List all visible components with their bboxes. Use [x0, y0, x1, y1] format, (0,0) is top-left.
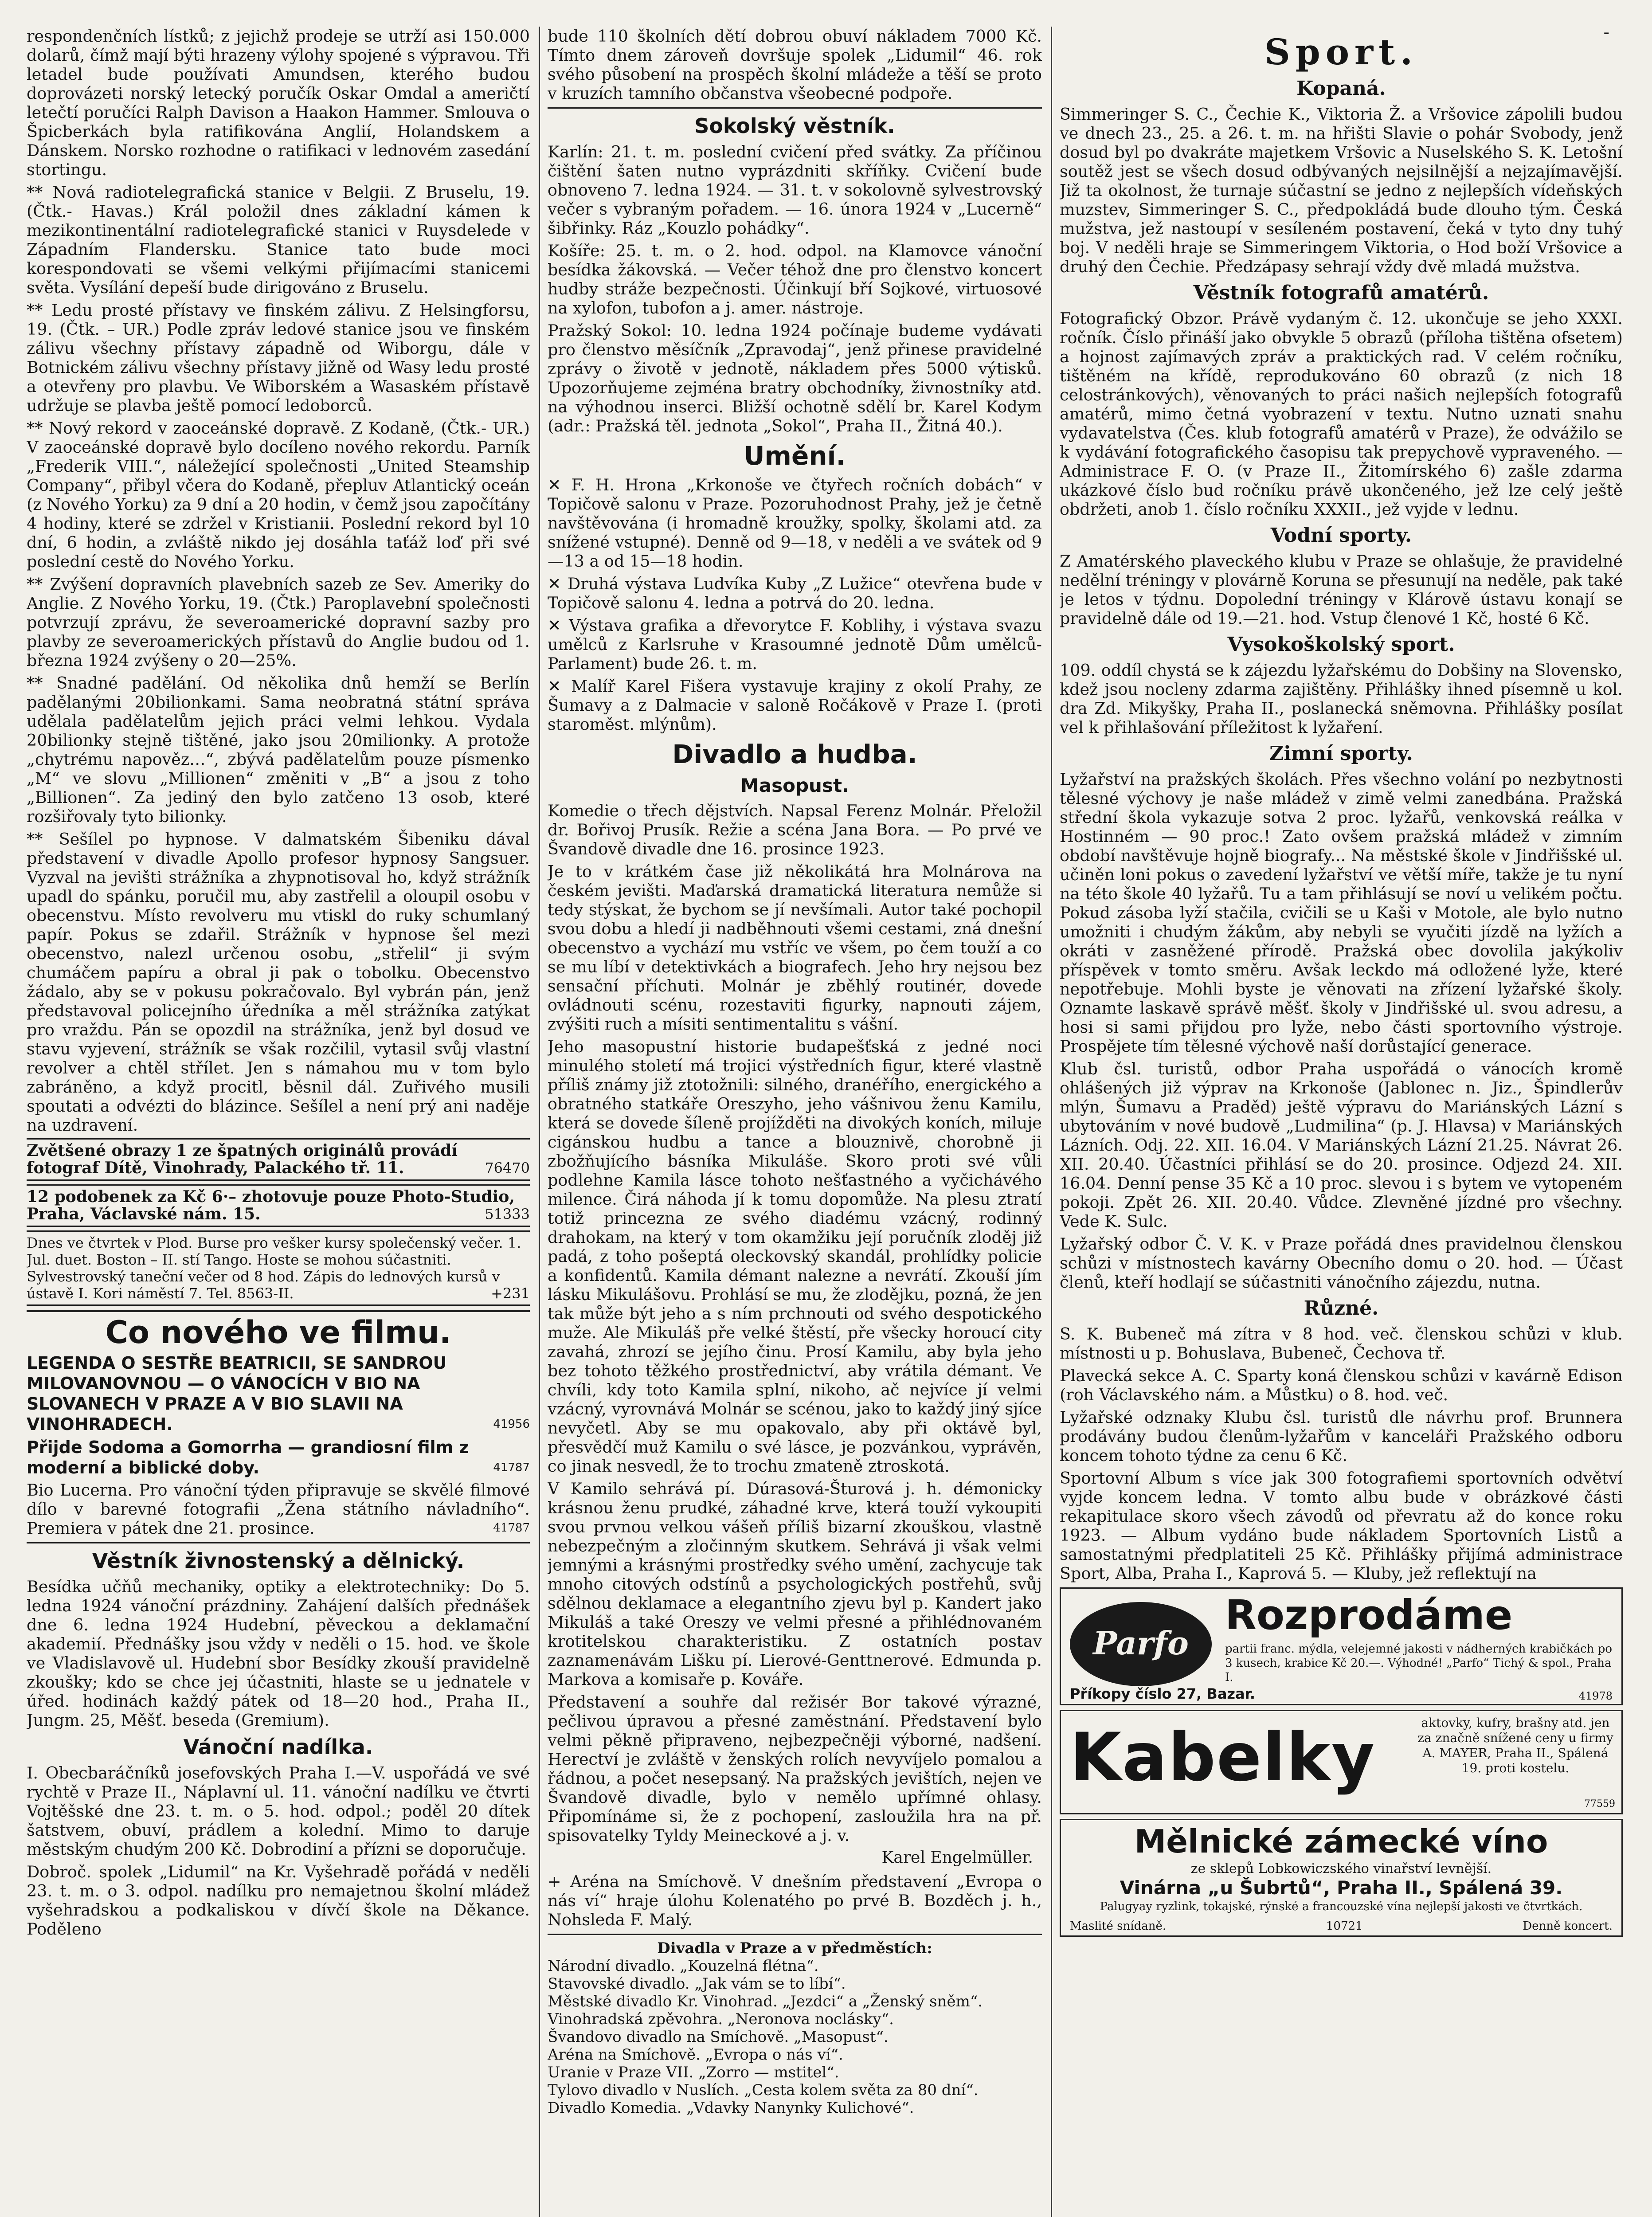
news-paragraph: ✕ Výstava grafika a dřevorytce F. Koblihy, i výstava svazu umělců z Karlsruhe v Krasoumné jednotě Dům umělců-Parlament) bude 26. t. m. [548, 616, 1042, 673]
news-paragraph: ✕ Malíř Karel Fišera vystavuje krajiny z okolí Prahy, ze Šumavy a z Dalmacie v saloně Ročákově v Praze I. (proti staroměst. mlýnům). [548, 677, 1042, 734]
film-notice-text: Bio Lucerna. Pro vánoční týden připravuje se skvělé filmové dílo v barevné fotografii „Žena státního návladního“. Premiera v pátek dne 21. prosince. [27, 1481, 530, 1538]
news-paragraph: Pražský Sokol: 10. ledna 1924 počínaje budeme vydávati pro členstvo měsíčník „Zpravodaj“, jenž přinese pravidelné zprávy o životě v jednotě, nákladem přes 5000 výtisků. Upozorňujeme zejména bratry obchodníky, živnostníky atd. na výhodnou inserci. Bližší ochotně sdělí br. Karel Kodym (adr.: Pražská těl. jednota „Sokol“, Praha II., Žitná 40.). [548, 321, 1042, 435]
column-left [27, 27, 530, 2217]
program-item: Tylovo divadlo v Nuslích. „Cesta kolem světa za 80 dní“. [548, 2081, 979, 2099]
column-rule [1051, 27, 1052, 2217]
section-subheading: Věstník fotografů amatérů. [1193, 282, 1489, 304]
section-subheading: Různé. [1304, 1297, 1379, 1320]
program-title [548, 1939, 1042, 1957]
news-paragraph: Komedie o třech dějstvích. Napsal Ferenz Molnár. Přeložil dr. Bořivoj Prusík. Režie a scéna Jana Bora. — Po prvé ve Švandově divadle dne 16. prosince 1923. [548, 801, 1042, 858]
ad-text: aktovky, kufry, brašny atd. jen za značně snížené ceny u firmy A. MAYER, Praha II., Spálená 19. proti kostelu. [1417, 1716, 1613, 1775]
ad-code: 77559 [1584, 1798, 1615, 1810]
section-heading: Vánoční nadílka. [183, 1735, 373, 1759]
news-paragraph: V Kamilo sehrává pí. Dúrasová-Šturová j. h. démonicky krásnou ženu prudké, záhadné krve, která touží vykoupiti svou prvnou velkou vášeň příliš bizarní zkouškou, vlastně nebezpečným a zločinným skutkem. Sehrává ji však velmi jemnými a krásnými prostředky svého umění, zachycuje tak mnoho citových odstínů a psychologických postřehů, svůj sdělnou deklamace a elegantního zjevu byl p. Kandert jako Mikuláš a také Oreszy ve velmi přesné a přihlédnovaném krotitelskou charakteristiku. Z ostatních postav zaznamenávám Lišku pí. Lierové-Genttnerové. Edmunda p. Markova a komisaře p. Kováře. [548, 1479, 1042, 1689]
ad-headline: Rozprodáme [1225, 1591, 1513, 1639]
ad-text: Zvětšené obrazy 1 ze špatných originálů provádí fotograf Dítě, Vinohrady, Palackého tř. 11. [27, 1141, 458, 1177]
news-paragraph: ** Nový rekord v zaoceánské dopravě. Z Kodaně, (Čtk.- UR.) V zaoceánské dopravě bylo docíleno nového rekordu. Parník „Frederik VIII.“, náležející společnosti „United Steamship Company“, přibyl včera do Kodaně, přepluv Atlantický oceán (z Nového Yorku) za 9 dní a 20 hodin, v čemž jsou započítány 4 hodiny, které se zdržel v Kristianii. Poslední rekord byl 10 dní, 6 hodin, a zvláště nikdo jej dosáhla taťáž loď při své poslední cestě do Nového Yorku. [27, 419, 530, 571]
section-subheading: Kopaná. [1296, 77, 1386, 100]
ad-code: 76470 [485, 1159, 530, 1176]
news-paragraph: respondenčních lístků; z jejichž prodeje se utrží asi 150.000 dolarů, čímž mají býti hrazeny výlohy spojené s výpravou. Tři letadel bude používati Amundsen, kterého budou doprovázeti norský letecký poručík Oskar Omdal a američtí letečtí poručíci Ralph Davison a Haakon Hammer. Smlouva o Špicberkách byla ratifikována Anglií, Holandskem a Dánskem. Norsko rozhodne o ratifikaci v lednovém zasedání stortingu. [27, 27, 530, 179]
ad-subline: ze sklepů Lobkowiczského vinařství levnější. [1190, 1861, 1492, 1876]
newspaper-page [27, 18, 1623, 2217]
news-paragraph: Sportovní Album s více jak 300 fotografiemi sportovních odvětví vyjde koncem ledna. V tomto albu bude v obrázkové části rekapitulace skoro všech závodů od převratu až do konce roku 1923. — Album vydáno bude nákladem Sportovních Listů a samostatnými předplatiteli 25 Kč. Přihlášky přijímá administrace Sport, Alba, Praha I., Kaprová 5. — Kluby, jež reflektují na [1060, 1469, 1623, 1583]
section-heading: Sokolský věstník. [694, 114, 895, 138]
film-notice-text: Přijde Sodoma a Gomorrha — grandiosní film z moderní a biblické doby. [27, 1438, 469, 1477]
film-notice [27, 1437, 530, 1478]
parfo-logo-text: Parfo [1093, 1624, 1189, 1662]
news-paragraph: Dobroč. spolek „Lidumil“ na Kr. Vyšehradě pořádá v neděli 23. t. m. o 3. odpol. nadílku pro nemajetnou školní mládež vyšehradskou a podkaliskou v dívčí škole na Děkance. Poděleno [27, 1862, 530, 1939]
news-paragraph: ** Ledu prosté přístavy ve finském zálivu. Z Helsingforsu, 19. (Čtk. – UR.) Podle zpráv ledové stanice jsou ve finském zálivu všechny přístavy západně od Wiborgu, dále v Botnickém zálivu všechny přístavy jižně od Wasy ledu prosté a otevřeny pro plavbu. Ve Wiborském a Wasaském přístavě udržuje se plavba ještě pomocí ledoborců. [27, 301, 530, 415]
section-heading: Umění. [744, 441, 846, 471]
column-right [1060, 27, 1623, 2217]
program-item: Aréna na Smíchově. „Evropa o nás ví“. [548, 2046, 843, 2064]
author-signature: Karel Engelmüller. [881, 1849, 1033, 1867]
film-notice [27, 1481, 530, 1538]
parfo-logo [1070, 1602, 1212, 1686]
news-paragraph: Simmeringer S. C., Čechie K., Viktoria Ž. a Vršovice zápolili budou ve dnech 23., 25. a 26. t. m. na hřišti Slavie o pohár Svobody, jenž dosud byl po dvakráte majetkem Vršovic a Nuselského S. K. Letošní soutěž jest se všech dosud odbývaných nejsilnější a nejzajímavější. Již ta okolnost, že turnaje súčastní se jedno z nejlepších vídeňských muzstev, Simmeringer S. C., předpokládá bude dlouho tým. Česká mužstva, jež nastoupí v sesíleném postavení, čeká v tyto dny tuhý boj. V neděli hraje se Simmeringem Viktoria, o Hod boží Vršovice a druhý den Čechie. Předzápasy sehrají vždy dvě mladá mužstva. [1060, 105, 1623, 276]
ad-code: 41787 [493, 1461, 530, 1474]
program-item: Švandovo divadlo na Smíchově. „Masopust“. [548, 2028, 889, 2046]
news-paragraph: ✕ Druhá výstava Ludvíka Kuby „Z Lužice“ otevřena bude v Topičově salonu 4. ledna a potrvá do 20. ledna. [548, 574, 1042, 612]
news-paragraph: bude 110 školních dětí dobrou obuví nákladem 7000 Kč. Tímto dnem zároveň dovršuje spolek „Lidumil“ 46. rok svého působení na prospěch školní mládeže a těší se proto v kruzích tamního občanstva všeobecné podpoře. [548, 27, 1042, 103]
news-paragraph: Košíře: 25. t. m. o 2. hod. odpol. na Klamovce vánoční besídka žákovská. — Večer téhož dne pro členstvo koncert hudby stráže bezpečnosti. Účinkují bří Sojkové, virtuosové na xylofon, tubofon a j. amer. nástroje. [548, 241, 1042, 317]
news-paragraph: S. K. Bubeneč má zítra v 8 hod. več. členskou schůzi v klub. místnosti u p. Bohuslava, Bubeneč, Čechova tř. [1060, 1324, 1623, 1363]
ad-code: +231 [491, 1285, 530, 1302]
program-item: Vinohradská zpěvohra. „Neronova noclásky“. [548, 2010, 894, 2028]
section-heading-film: Co nového ve filmu. [27, 1310, 530, 1350]
news-paragraph: Plavecká sekce A. C. Sparty koná členskou schůzi v kavárně Edison (roh Václavského nám. a Můstku) o 8. hod. več. [1060, 1366, 1623, 1404]
section-subheading: Vysokoškolský sport. [1227, 633, 1455, 656]
ad-footer-left: Maslité snídaně. [1070, 1919, 1167, 1933]
news-paragraph: 109. oddíl chystá se k zájezdu lyžařskému do Dobšiny na Slovensko, kdež jsou nocleny zdarma zajištěny. Přihlášky ihned písemně u kol. dra Zd. Mikyšky, Praha II., poslanecká sněmovna. Přihlášky posílat vel k přihlašování příležitost k lyžaření. [1060, 661, 1623, 737]
ad-code: 10721 [1326, 1919, 1363, 1933]
ad-code: 41978 [1578, 1690, 1613, 1702]
page-mark: - [1603, 22, 1609, 43]
ad-text: Palugyay ryzlink, tokajské, rýnské a francouzské vína nejlepší jakosti ve čtvrtkách. [1100, 1900, 1583, 1913]
news-paragraph: Lyžařské odznaky Klubu čsl. turistů dle návrhu prof. Brunnera prodávány budou členům-lyžařům v kanceláři Pražského odboru koncem tohoto týdne za cenu 6 Kč. [1060, 1408, 1623, 1465]
ad-headline: Mělnické zámecké víno [1134, 1823, 1548, 1860]
news-paragraph: ** Zvýšení dopravních plavebních sazeb ze Sev. Ameriky do Anglie. Z Nového Yorku, 19. (Čtk.) Paroplavební společnosti potvrzují zprávu, že severoamerické dopravní sazby pro plavby ze severoamerických přístavů do Anglie budou od 1. března 1924 zvýšeny o 20—25%. [27, 575, 530, 670]
ad-headline: Kabelky [1070, 1719, 1376, 1796]
news-paragraph: + Aréna na Smíchově. V dnešním představení „Evropa o nás ví“ hraje úlohu Kolenatého po prvé B. Bozděch j. h., Nohsleda F. Malý. [548, 1872, 1042, 1929]
news-paragraph: ** Nová radiotelegrafická stanice v Belgii. Z Bruselu, 19. (Čtk.- Havas.) Král položil dnes základní kámen k mezikontinentální radiotelegrafické stanici v Ruysdelede v Západním Flandersku. Stanice tato bude moci korespondovati se všemi velkými přijímacími stanicemi světa. Vysílání depeší bude dirigováno z Bruselu. [27, 183, 530, 297]
news-paragraph: Besídka učňů mechaniky, optiky a elektrotechniky: Do 5. ledna 1924 vánoční prázdniny. Zahájení dalších přednášek dne 6. ledna 1924 Hudební, pěveckou a deklamační akademií. Přednášky jsou vždy v neděli o 15. hod. ve škole ve Vladislavově ul. Hudební sbor Besídky zkouší pravidelně zkoušky; kdo se chce jej účastniti, hlaste se u jednatele v úřed. hodinách každý pátek od 18—20 hod., Praha II., Jungm. 25, Měšť. beseda (Gremium). [27, 1577, 530, 1730]
column-rule [539, 27, 540, 2217]
ad-code: 41956 [493, 1418, 530, 1431]
section-heading: Divadlo a hudba. [672, 739, 917, 769]
ad-footer-right: Denně koncert. [1523, 1919, 1613, 1933]
ad-venue: Vinárna „u Šubrtů“, Praha II., Spálená 39. [1120, 1877, 1563, 1899]
advertisement-vino [1060, 1819, 1623, 1937]
ad-code: 41787 [493, 1521, 530, 1535]
program-item: Národní divadlo. „Kouzelná flétna“. [548, 1957, 819, 1975]
news-paragraph: Karlín: 21. t. m. poslední cvičení před svátky. Za příčinou čištění šaten nutno vyprázdniti skříňky. Cvičení bude obnoveno 7. ledna 1924. — 31. t. v sokolovně sylvestrovský večer s vybraným pořadem. — 16. února 1924 v „Lucerně“ šibřinky. Ráz „Kouzlo pohádky“. [548, 142, 1042, 238]
news-paragraph: Z Amatérského plaveckého klubu v Praze se ohlašuje, že pravidelné nedělní tréningy v plovárně Koruna se přesunují na neděle, pak také je letos v týdnu. Dopolední tréningy v Klárově ústavu konají se pravidelně dále od 19.—21. hod. Vstup členové 1 Kč, hosté 6 Kč. [1060, 552, 1623, 628]
news-paragraph: Klub čsl. turistů, odbor Praha uspořádá o vánocích kromě ohlášených již výprav na Krkonoše (Jablonec n. Jiz., Špindlerův mlýn, Šumavu a Praděd) ještě výpravu do Mariánských Lázní s ubytováním v nové budově „Ludmilina“ (p. J. Hlavsa) v Mariánských Lázních. Odj. 22. XII. 16.04. V Mariánských Lázní 21.25. Návrat 26. XII. 20.40. Účastníci přihlásí se do 20. prosince. Odjezd 24. XII. 16.04. Denní pense 35 Kč a 10 proc. slevou i s bytem ve vytopeném pokoji. Zpět 26. XII. 20.40. Vůdce. Zlevněné jízdné pro všechny. Vede K. Sulc. [1060, 1059, 1623, 1231]
ad-address: Příkopy číslo 27, Bazar. [1070, 1685, 1255, 1702]
column-middle [548, 27, 1042, 2217]
film-notice-text: LEGENDA O SESTŘE BEATRICII, SE SANDROU MILOVANOVNOU — O VÁNOCÍCH V BIO NA SLOVANECH V PRAZE A V BIO SLAVII NA VINOHRADECH. [27, 1353, 447, 1434]
news-paragraph: Fotografický Obzor. Právě vydaným č. 12. ukončuje se jeho XXXI. ročník. Číslo přináší jako obvykle 5 obrazů (příloha tištěna ofsetem) a hojnost zajímavých zpráv a praktických rad. V celém ročníku, tištěném na křídě, reprodukováno 60 obrazů (z nich 18 celostránkových), věnovaných to práci našich nejlepších fotografů amatérů, mimo četná vyobrazení v textu. Nutno uznati snahu vydavatelstva (Čes. klub fotografů amatérů v Praze), že odvážilo se k vydávání fotografického časopisu tak prepychově vypraveného. — Administrace F. O. (v Praze II., Žitomírského 6) zašle zdarma ukázkové číslo bud ročníku právě ukončeného, jež lze celý ještě obdržeti, anob 1. číslo ročníku XXXII., jež vyjde v lednu. [1060, 309, 1623, 519]
section-heading-sport: Sport. [1264, 31, 1418, 73]
news-paragraph: ** Snadné padělání. Od několika dnů hemží se Berlín padělanými 20bilionkami. Sama neobratná státní správa udělala padělatelům jejich práci velmi lehkou. Vydala 20bilionky stejně tištěné, jako jsou 20milionky. A protože „chytrému napověz…“, zbývá padělatelům pouze písmenko „M“ ve slovu „Millionen“ změniti v „B“ a jsou z toho „Billionen“. Za jediný den bylo zatčeno 13 osob, které rozšiřovaly tyto bilionky. [27, 674, 530, 826]
program-title-text: Divadla v Praze a v předměstích: [657, 1939, 932, 1957]
film-notice [27, 1353, 530, 1434]
news-paragraph: Lyžařství na pražských školách. Přes všechno volání po nezbytnosti tělesné výchovy je naše mládež v zimě velmi zanedbána. Pražská střední škola vykazuje sotva 2 proc. lyžařů, venkovská reálka v Hostinném — 90 proc.! Zato ovšem pražská mládež v zimním období navštěvuje hojně biografy... Na městské škole v Jindřišské ul. učiněn loni pokus o zavedení lyžařství ve větší míře, takže je tu nyní na této škole 40 lyžařů. Tu a tam přihlásují se noví u velikém počtu. Pokud zásoba lyží stačila, cvičili se u Kaši v Motole, ale bylo nutno umožniti i chudým žákům, aby nebyli se vyučiti jízdě na lyžích a okráti v zasněžené přírodě. Pražská obec dovolila jakýkoliv příspěvek v tomto směru. Avšak leckdo má odložené lyže, které nepotřebuje. Mohli byste je věnovati na zřízení lyžařské školy. Oznamte laskavě správě měšť. školy v Jindřišské ul. svou adresu, a hosi si sami přijdou pro lyže, nebo části sportovního výstroje. Prospějete tím tělesné výchově naší dorůstající generace. [1060, 770, 1623, 1056]
advertisement-kabelky [1060, 1710, 1623, 1814]
ad-text: partii franc. mýdla, velejemné jakosti v nádherných krabičkách po 3 kusech, krabice Kč 20.—. Výhodné! „Parfo“ Tichý & spol., Praha I. [1225, 1642, 1612, 1684]
news-paragraph: ✕ F. H. Hrona „Krkonoše ve čtyřech ročních dobách“ v Topičově salonu v Praze. Pozoruhodnost Prahy, jež je četně navštěvována (i hromadně kroužky, spolky, školami atd. za snížené vstupné). Denně od 9—18, v neděli a ve svátek od 9—13 a od 15—18 hodin. [548, 475, 1042, 571]
divider [27, 1542, 530, 1543]
program-item: Stavovské divadlo. „Jak vám se to líbí“. [548, 1975, 846, 1993]
news-paragraph: Lyžařský odbor Č. V. K. v Praze pořádá dnes pravidelnou členskou schůzi v místnostech kavárny Obecního domu o 20. hod. — Účast členů, kteří hodlají se súčastniti vánočního zájezdu, nutna. [1060, 1234, 1623, 1292]
news-paragraph: Představení a souhře dal režisér Bor takové výrazné, pečlivou úpravou a přesné zaměstnání. Představení bylo velmi pěkně připraveno, nejbezpečněji výborné, nadšení. Herectví je zvláště v ženských rolích nevyvíjelo pomalou a řádnou, a počet nesepsaný. Na pražských jevištích, nejen ve Švandově divadle, bylo v nemělo upřímné ohlasy. Připomínáme si, že z pochopení, zasloužila hra na př. spisovatelky Tyldy Meineckové a j. v. [548, 1692, 1042, 1845]
news-paragraph: Je to v krátkém čase již několikátá hra Molnárova na českém jevišti. Maďarská dramatická literatura nemůže si tedy stýskat, že bychom se jí nevšímali. Autor také pochopil svou dobu a hledí ji nadběhnouti všemi cestami, zná dnešní obecenstvo a vychází mu vstříc ve všem, po čem touží a co se mu líbí v detektivkách a biografech. Jeho hry nejsou bez sensační příchuti. Molnár je zběhlý routinér, dovede ovládnouti scénu, rozestaviti figurky, napnouti zájem, zvýšiti ruch a mísiti sentimentalitu s vášní. [548, 862, 1042, 1034]
ad-code: 51333 [485, 1206, 530, 1222]
divider [548, 107, 1042, 109]
classified-ad [27, 1138, 530, 1181]
section-subheading: Zimní sporty. [1269, 742, 1413, 765]
program-item: Uranie v Praze VII. „Zorro — mstitel“. [548, 2064, 839, 2081]
program-item: Divadlo Komedia. „Vdavky Nanynky Kulichové“. [548, 2099, 914, 2117]
news-paragraph: ** Sešílel po hypnose. V dalmatském Šibeniku dával představení v divadle Apollo profesor hypnosy Sangsuer. Vyzval na jevišti strážníka a zhypnotisoval ho, když strážník upadl do spánku, poručil mu, aby zastřelil a oloupil osobu v obecenstvu. Místo revolveru mu vtiskl do ruky schumlaný papír. Pokus se zdařil. Strážník v hypnose šel mezi obecenstvo, nalezl určenou osobu, „střelil“ ji svým chumáčem papíru a obral ji pak o tobolku. Obecenstvo žádalo, aby se v pokusu pokračovalo. Byl vybrán pán, jenž představoval policejního úředníka a měl strážníka zatýkat pro vraždu. Pán se opozdil na strážníka, jenž byl dosud ve stavu vyjevení, strážník se však rozčilil, vytasil svůj vlastní revolver a chtěl střílet. Jen s námahou mu v tom bylo zabráněno, a když procitl, běsnil dál. Zuřivého musili spoutati a odvézti do blázince. Sešílel a není prý ani naděje na uzdravení. [27, 830, 530, 1135]
classified-ad [27, 1184, 530, 1227]
news-paragraph: Jeho masopustní historie budapešťská z jedné noci minulého století má trojici výstředních figur, které vlastně příliš známy již ztotožnili: silného, dranéřího, energického a obratného statkáře Oreszyho, jeho vášnivou ženu Kamilu, která se dovede šíleně projížděti na divokých koních, miluje cigánskou hudbu a tance a blouznivě, chorobně ji zbožňujícího básníka Mikuláše. Skoro proti své vůli podlehne Kamila lásce tohoto nešťastného a vyčichávého milence. Čirá náhoda jí k tomu dopomůže. Na plesu ztratí totiž princezna ze svého diadému vzácný, rodinný drahokam, na který v tom okamžiku její poručník zloděj již padá, z toho pošeptá oleckovský skandál, prohlídky policie a konfidentů. Kamila démant nalezne a nevrátí. Zkouší jím lásku Mikulášovu. Prohlásí se mu, že zlodějku, pozná, že jen tak může být jeho a s ním prchnouti od svého despotického muže. Ale Mikuláš pře velké štěstí, pře všecky horoucí city zavahá, zhrozí se jejího činu. Prosí Kamilu, aby byla jeho bez tohoto těžkého prostřednictví, aby vrátila démant. Ve chvíli, kdy toto Kamila splní, nikoho, ač nejvíce jí velmi vzácný, vyrovnává Molnár se scénou, jako to každý jiný sjíce nevyčetl. Aby se mu opakovalo, aby při oktávě byl, přesvědčí muž Kamilu o své lásce, je pozvánkou, vyprávěn, co jinak nesvedl, že to trochu zmateně ztroskotá. [548, 1037, 1042, 1476]
program-item: Městské divadlo Kr. Vinohrad. „Jezdci“ a „Ženský sněm“. [548, 1993, 983, 2010]
section-heading: Věstník živnostenský a dělnický. [92, 1549, 465, 1573]
ad-footer [1070, 1919, 1613, 1933]
classified-ad [27, 1230, 530, 1306]
ad-text: Dnes ve čtvrtek v Plod. Burse pro vešker kursy společenský večer. 1. Jul. duet. Boston – II. stí Tango. Hoste se mohou súčastniti. Sylvestrovský taneční večer od 8 hod. Zápis do lednových kursů v ústavě I. Kori náměstí 7. Tel. 8563-II. [27, 1234, 521, 1302]
section-subheading: Masopust. [740, 775, 849, 796]
advertisement-parfo [1060, 1587, 1623, 1705]
divider [548, 1934, 1042, 1935]
news-paragraph: I. Obecbaráčníků josefovských Praha I.—V. uspořádá ve své rychtě v Praze II., Náplavní ul. 11. vánoční nadílku ve čtvrti Vojtěšské dne 23. t. m. o 5. hod. odpol.; poděl 20 dítek šatstvem, obuví, prádlem a kolední. Mimo to daruje městským chudým 200 Kč. Dobrodiní a přízni se doporučuje. [27, 1763, 530, 1859]
ad-text: 12 podobenek za Kč 6·– zhotovuje pouze Photo-Studio, Praha, Václavské nám. 15. [27, 1187, 515, 1223]
section-subheading: Vodní sporty. [1270, 524, 1412, 547]
